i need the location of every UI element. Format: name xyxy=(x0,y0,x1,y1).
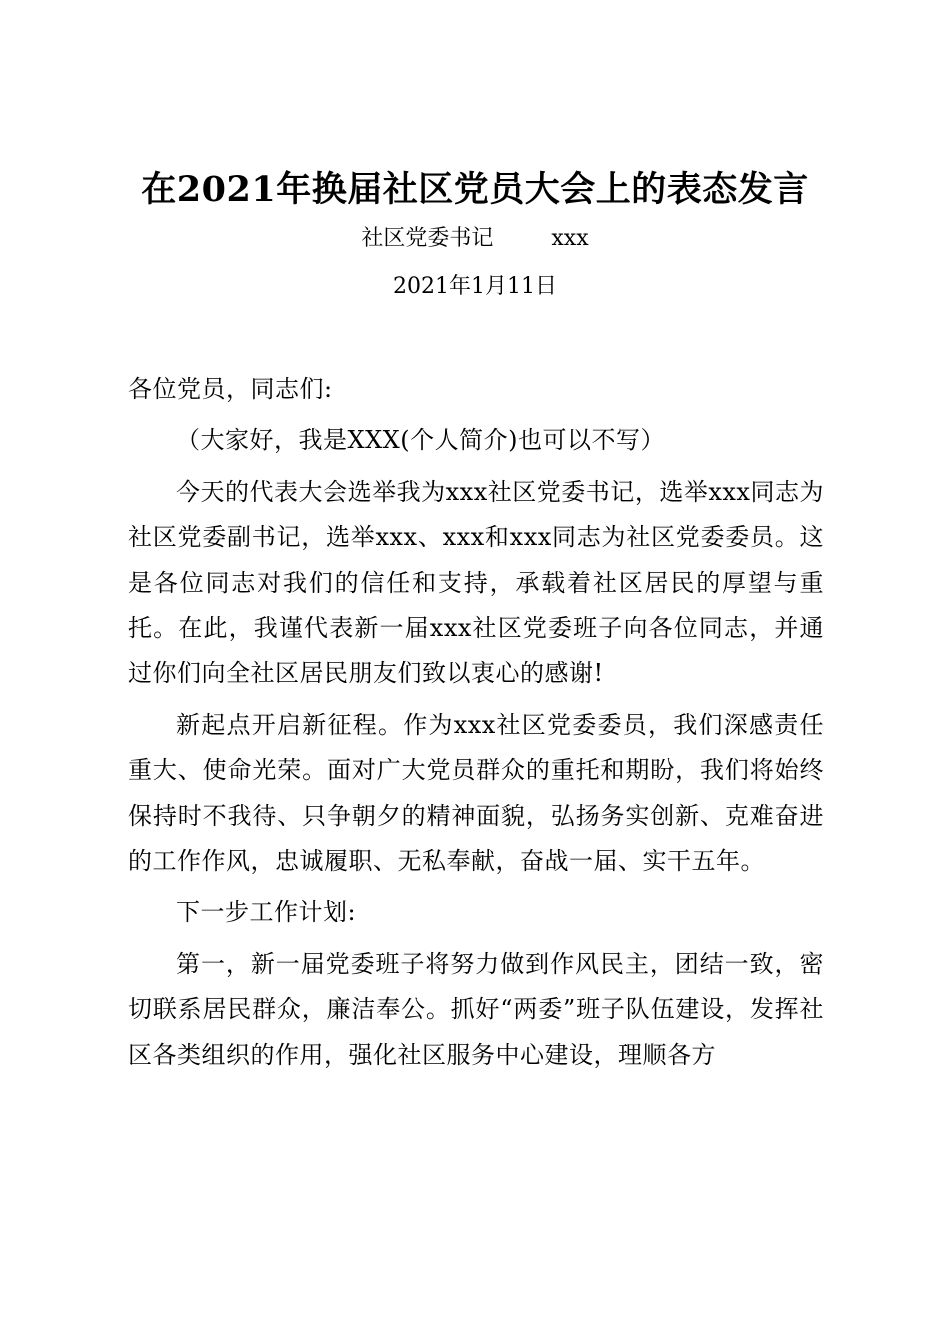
document-date: 2021年1月11日 xyxy=(393,274,557,299)
author-name: xxx xyxy=(551,226,589,251)
salutation: 各位党员，同志们: xyxy=(128,375,333,403)
document-body xyxy=(128,367,824,1078)
paragraph-plan-heading: 下一步工作计划: xyxy=(176,898,357,927)
author-role: 社区党委书记 xyxy=(361,226,494,251)
intro-note: （大家好，我是XXX(个人简介)也可以不写） xyxy=(176,426,665,455)
document-title: 在2021年换届社区党员大会上的表态发言 xyxy=(141,169,809,210)
author-line xyxy=(0,222,950,256)
paragraph-election: 今天的代表大会选举我为xxx社区党委书记，选举xxx同志为社区党委副书记，选举xxx、xxx和xxx同志为社区党委委员。这是各位同志对我们的信任和支持，承载着社区居民的厚望与重托。在此，我谨代表新一届xxx社区党委班子向各位同志，并通过你们向全社区居民朋友们致以衷心的感谢! xyxy=(128,477,824,688)
paragraph-new-start: 新起点开启新征程。作为xxx社区党委委员，我们深感责任重大、使命光荣。面对广大党员群众的重托和期盼，我们将始终保持时不我待、只争朝夕的精神面貌，弘扬务实创新、克难奋进的工作作风，忠诚履职、无私奉献，奋战一届、实干五年。 xyxy=(128,710,824,876)
paragraph-first-point: 第一，新一届党委班子将努力做到作风民主，团结一致，密切联系居民群众，廉洁奉公。抓好“两委”班子队伍建设，发挥社区各类组织的作用，强化社区服务中心建设，理顺各方 xyxy=(128,949,824,1069)
